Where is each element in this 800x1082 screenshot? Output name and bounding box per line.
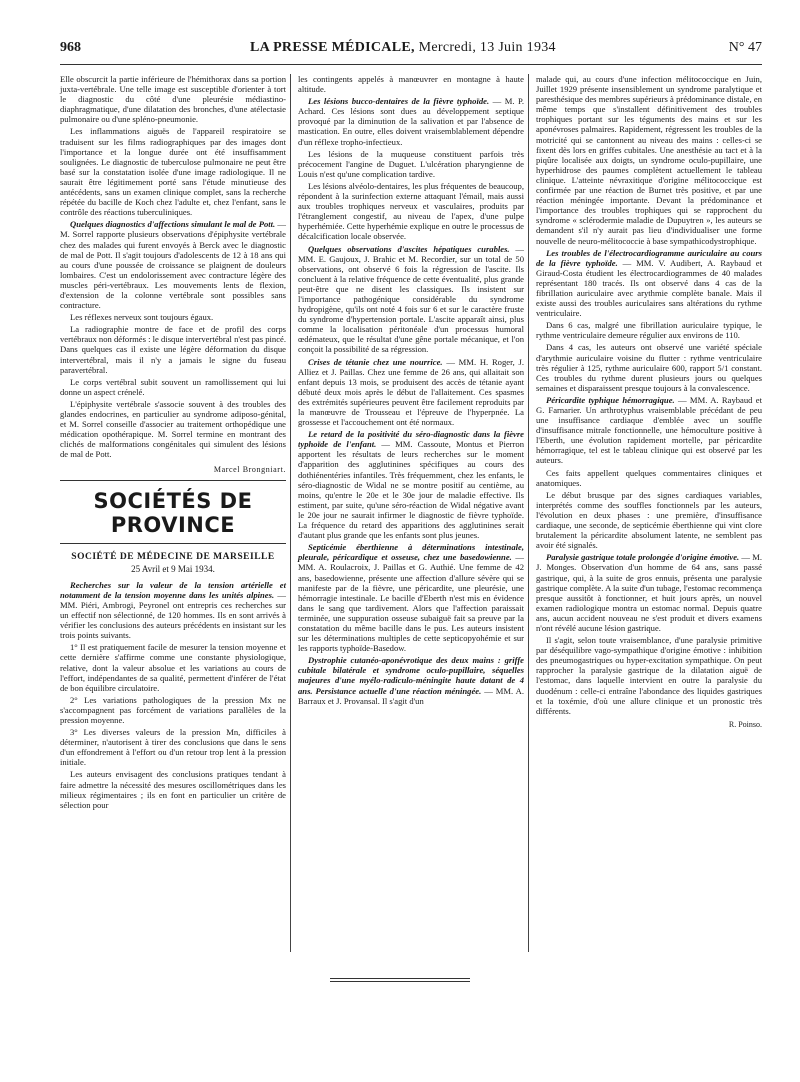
paragraph-text: — MM. A. Barraux et J. Provansal. Il s'agit d'un bbox=[298, 685, 524, 706]
page-header bbox=[60, 40, 762, 64]
paragraph bbox=[298, 357, 524, 428]
section-heading: Le retard de la positivité du séro-diagnostic dans la fièvre typhoïde de l'enfant. bbox=[298, 429, 524, 450]
paragraph-text: — M. P. Achard. Ces lésions sont dues au développement septique provoqué par la diminution de la salivation et par l'absence de mastication. En outre, elles doivent vraisemblablement dépendre d'un réflexe tropho-infectieux. bbox=[298, 96, 524, 147]
paragraph: Dans 4 cas, les auteurs ont observé une variété spéciale d'arythmie auriculaire voisine du flutter : rythme ventriculaire très régulier à 125, rythme auriculaire 600, rapport 5/1 constant. Ces troubles du rythme durent plusieurs jours ou quelques semaines et disparaissent presque toujours à la convalescence. bbox=[536, 342, 762, 393]
paragraph bbox=[60, 580, 286, 641]
section-heading: Les lésions bucco-dentaires de la fièvre typhoïde. bbox=[308, 96, 490, 107]
paragraph: Ces faits appellent quelques commentaires cliniques et anatomiques. bbox=[536, 467, 762, 488]
society-name: SOCIÉTÉ DE MÉDECINE DE MARSEILLE bbox=[71, 551, 275, 562]
paragraph: Les auteurs envisagent des conclusions pratiques tendant à faire admettre la nécessité des mesures oscillométriques dans les milieux régimentaires ; ils en font en particulier un critère de sélection pour bbox=[60, 769, 286, 810]
paragraph: 1° Il est pratiquement facile de mesurer la tension moyenne et cette dernière s'affirme comme une constante physiologique, relative, dont la valeur absolue et les variations au cours de l'effort, indépendantes de sa qualité, permettent d'inférer de l'état de bon équilibre circulatoire. bbox=[60, 642, 286, 693]
paragraph bbox=[60, 219, 286, 310]
paragraph-text: — MM. E. Gaujoux, J. Brahic et M. Recordier, sur un total de 50 observations, ont observé 6 fois la régression de l'ascite. Ils concluent à la relative fréquence de cette éventualité, plus grande peut-être que ne disent les classiques. Ils insistent sur l'importance pathogénique considérable du syndrome hydropigène, qu'ils ont noté 4 fois sur 6 et sur le caractère fruste du syndrome d'hypertension portale. L'ascite apparaît ainsi, plus comme la localisation péritonéale d'un processus humoral œdémateux, que le résultat d'une gêne portale mécanique, et l'on conçoit la possibilité de sa régression. bbox=[298, 243, 525, 355]
paragraph bbox=[298, 244, 524, 355]
paragraph-text: — MM. A. Raybaud et G. Farnarier. Un arthrotyphus vraisemblable précédant de peu une insuffisance cardiaque d'emblée avec un souffle d'insuffisance mitrale fonctionnelle, une hémoculture positive à l'Eberth, une évolution rapidement mortelle, par péricardite hémorragique, tel est le tableau clinique qui est observé par les auteurs. bbox=[536, 394, 762, 466]
running-title bbox=[250, 40, 556, 56]
paragraph bbox=[536, 395, 762, 466]
footer-rule bbox=[330, 978, 470, 979]
paragraph: L'épiphysite vertébrale s'associe souvent à des troubles des glandes endocrines, en particulier au syndrome adiposo-génital, et M. Sorrel conseille d'associer au traitement orthopédique une médication opothérapique. M. Sorrel termine en montrant des clichés de malformations congénitales qui simulent des lésions de mal de Pott. bbox=[60, 398, 286, 460]
paragraph-text: — MM. Cassoute, Montus et Pierron apportent les résultats de leurs recherches sur le moment d'apparition des agglutinines spécifiques au cours des dothiénentéries infantiles. Très fréquemment, chez les enfants, le séro-diagnostic de Widal ne se montre positif au centième, au moins, qu'entre le 20e et le 30e jour de maladie effective. Ils estiment, par suite, qu'une séro-réaction de Widal négative avant le 20e jour ne saurait infirmer le diagnostic de fièvre typhoïde. La fréquence du retard des apparitions des agglutinines serait d'autant plus grande que les enfants sont plus jeunes. bbox=[298, 439, 524, 541]
section-heading: Quelques diagnostics d'affections simulant le mal de Pott. bbox=[70, 219, 276, 230]
paragraph: 3° Les diverses valeurs de la pression Mn, difficiles à déterminer, n'autorisent à tirer des conclusions que dans le sens d'un effondrement à l'effort ou d'un retour trop lent à la pression initiale. bbox=[60, 727, 286, 768]
signature: Marcel Brongniart. bbox=[213, 465, 286, 475]
section-heading: Paralysie gastrique totale prolongée d'origine émotive. bbox=[546, 552, 740, 563]
paragraph: les contingents appelés à manœuvrer en montagne à haute altitude. bbox=[298, 74, 524, 95]
section-heading: Péricardite typhique hémorragique. bbox=[546, 394, 675, 405]
column-3 bbox=[536, 74, 762, 730]
divider bbox=[60, 543, 286, 544]
paragraph bbox=[536, 248, 762, 319]
paragraph bbox=[298, 542, 524, 653]
section-heading: Septicémie éberthienne à déterminations intestinale, pleurale, péricardique et osseuse, chez une basedowienne. bbox=[298, 542, 524, 563]
paragraph: Les réflexes nerveux sont toujours égaux. bbox=[70, 312, 214, 323]
section-heading: Les troubles de l'électrocardiogramme auriculaire au cours de la fièvre typhoïde. bbox=[536, 247, 762, 268]
paragraph: Le corps vertébral subit souvent un ramollissement qui lui donne un aspect crénelé. bbox=[60, 376, 286, 397]
paragraph: Le début brusque par des signes cardiaques variables, interprétés comme des souffles fonctionnels par les auteurs, l'évolution en deux phases : une première, d'insuffisance cardiaque, une seconde, de septicémie éberthienne qui vint clore brutalement la péricardite absolument latente, ne semblent pas avoir été signalés. bbox=[536, 489, 762, 551]
paragraph-text: — MM. V. Audibert, A. Raybaud et Giraud-Costa étudient les électrocardiogrammes de 40 malades représentant 180 tracés. Ils ont observé dans 4 cas de la fibrillation auriculaire avec arythmie complète banale. Mais il existe aussi des troubles auriculaires sans altérations du rythme ventriculaire. bbox=[536, 257, 762, 319]
paragraph: Dans 6 cas, malgré une fibrillation auriculaire typique, le rythme ventriculaire demeure régulier aux environs de 110. bbox=[536, 320, 762, 341]
paragraph: Les lésions de la muqueuse constituent parfois très précocement l'angine de Duguet. L'ulcération pharyngienne de Louis n'est qu'une complication tardive. bbox=[298, 148, 524, 179]
paragraph bbox=[298, 429, 524, 540]
issue-number: N° 47 bbox=[728, 40, 762, 55]
paragraph bbox=[536, 552, 762, 633]
paragraph-text: — MM. A. Roulacroix, J. Paillas et G. Authié. Une femme de 42 ans, basedowienne, présente une affection d'allure sévère qui se manifeste par de la fièvre, une péricardite, une pleurésie, une hémorragie intestinale. Le bacille d'Eberth n'est mis en évidence dans le sang que tardivement. Alors que l'affection paraissait terminée, une suppuration osseuse subaiguë fait sa preuve par la constatation du même bacille dans le pus. Les auteurs insistent sur les déterminations multiples de cette septicopyohémie et sur les rapports typhoïde-Basedow. bbox=[298, 552, 524, 654]
societes-title: SOCIÉTÉS DE PROVINCE bbox=[93, 488, 253, 537]
journal-name: LA PRESSE MÉDICALE, bbox=[250, 40, 415, 55]
paragraph-text: — M. Sorrel rapporte plusieurs observations d'épiphysite vertébrale chez des malades qui furent envoyés à Berck avec le diagnostic de mal de Pott. Il s'agit toujours d'adolescents de 12 à 18 ans qui au cours d'une poussée de croissance se plaignent de douleurs lombaires. C'est un endolorissement avec contracture légère des muscles péri-vertébraux. Les mouvements lents de flexion, d'extension de la colonne vertébrale sont possibles sans contracture. bbox=[60, 219, 287, 311]
paragraph: Les inflammations aiguës de l'appareil respiratoire se traduisent sur les films radiographiques par des images dont l'importance et la longue durée ont été insuffisamment soulignées. Le diagnostic de tuberculose pulmonaire ne peut être basé sur la constatation isolée d'une image radiologique. Il ne saurait être légitimement porté sans l'étude minutieuse des antécédents, sans un examen clinique complet, sans la recherche répétée du bacille de Koch chez l'adulte et, chez l'enfant, sans le contrôle des réactions tuberculiniques. bbox=[60, 126, 286, 218]
footer-rule bbox=[330, 981, 470, 982]
issue-date: Mercredi, 13 Juin 1934 bbox=[418, 40, 556, 55]
paragraph-text: — MM. Piéri, Ambrogi, Peyronel ont entrepris ces recherches sur un effectif non sélectionné, de 120 hommes. Ils en sont arrivés à vérifier les conclusions des auteurs précédents en insistant sur les trois points suivants. bbox=[60, 589, 286, 641]
paragraph: Les lésions alvéolo-dentaires, les plus fréquentes de beaucoup, répondent à la surinfection externe attaquant l'émail, mais aussi aux troubles trophiques nerveux et vasculaires, produits par l'étranglement congestif, au niveau de l'apex, d'une pulpe hyperhémiée. Cette hyperhémie explique en outre le processus de décalcification locale observée. bbox=[298, 180, 524, 242]
paragraph-text: — M. J. Monges. Observation d'un homme de 64 ans, sans passé gastrique, qui, à la suite de gros ennuis, présenta une paralysie gastrique complète. A la suite d'un tubage, l'estomac recommença presque aussitôt à fonctionner, et huit jours après, un nouvel examen radiologique montra un estomac normal. Depuis quatre ans, aucun accident nouveau ne s'est produit et divers examens n'ont révélé aucune lésion gastrique. bbox=[536, 552, 762, 633]
paragraph bbox=[298, 96, 524, 146]
paragraph: malade qui, au cours d'une infection mélitococcique en Juin, Juillet 1929 présente insensiblement un syndrome paralytique et paresthésique des membres supérieurs à prédominance distale, en même temps que s'installent définitivement des troubles trophiques portant sur les téguments des mains et sur les aponévroses palmaires. Rapidement, régressent les troubles de la motricité qui se cantonnent au niveau des mains : celles-ci se fixent dès lors en griffes cubitales. Une anesthésie au tact et à la piqûre localisée aux doigts, un syndrome oculo-pupillaire, une hyperhidrose des paumes complètent actuellement le tableau clinique. L'atteinte névraxitique d'origine mélitococcique est confirmée par une réaction de Burnet très positive, et par une réaction méningée importante. Devant la prédominance et l'importance des troubles trophiques qui se rapprochent du syndrome « sclérodermie maladie de Dupuytren », les auteurs se demandent s'il n'y aurait pas lieu d'individualiser une forme nouvelle de neuro-mélitococcie à base sympathicodystrophique. bbox=[536, 74, 762, 246]
society-date: 25 Avril et 9 Mai 1934. bbox=[131, 563, 215, 574]
column-divider bbox=[290, 74, 291, 952]
section-heading: Recherches sur la valeur de la tension artérielle et notamment de la tension moyenne dans les unités alpines. bbox=[60, 579, 286, 600]
signature: R. Poinso. bbox=[728, 719, 762, 729]
paragraph bbox=[298, 655, 524, 705]
column-1 bbox=[60, 74, 286, 812]
paragraph-text: — MM. H. Roger, J. Alliez et J. Paillas. Chez une femme de 26 ans, qui allaitait son enfant depuis 13 mois, se produisent des accès de tétanie ayant débuté deux mois après le début de l'allaitement. Ces spasmes des extrémités supérieures peuvent être facilement reproduits par la manœuvre de Trousseau et l'épreuve de l'hyperpnée. La grossesse et l'accouchement ont été normaux. bbox=[298, 356, 524, 428]
paragraph: Elle obscurcit la partie inférieure de l'hémithorax dans sa portion juxta-vertébrale. Une telle image est susceptible d'orienter à tort le diagnostic du côté d'une pleurésie médiastino-diaphragmatique, d'une dilatation des bronches, d'une atélectasie pulmonaire ou d'une spléno-pneumonie. bbox=[60, 74, 286, 125]
column-divider bbox=[528, 74, 529, 952]
paragraph: 2° Les variations pathologiques de la pression Mx ne s'accompagnent pas forcément de variations parallèles de la pression moyenne. bbox=[60, 694, 286, 725]
paragraph: La radiographie montre de face et de profil des corps vertébraux non déformés : le disque intervertébral n'est pas pincé. Dans quelques cas il existe une légère déformation du disque intervertébral, mais il n'y a jamais le signe du fuseau paravertébral. bbox=[60, 324, 286, 375]
column-2 bbox=[298, 74, 524, 708]
section-heading: Quelques observations d'ascites hépatiques curables. bbox=[308, 243, 510, 254]
section-heading: Crises de tétanie chez une nourrice. bbox=[308, 356, 443, 367]
page-number: 968 bbox=[60, 40, 81, 55]
divider bbox=[60, 480, 286, 481]
header-rule bbox=[60, 64, 762, 65]
paragraph: Il s'agit, selon toute vraisemblance, d'une paralysie primitive par déséquilibre vago-sympathique d'origine émotive : inhibition des pneumogastriques ou hyper-excitation sympathique. On peut rapprocher la paralysie gastrique de la dilatation aiguë de l'estomac, dans laquelle intervient en outre la paralysie du duodénum : celle-ci entraîne l'abondance des liquides gastriques et la toxémie, d'où une allure clinique et un pronostic très différents. bbox=[536, 635, 762, 716]
section-heading: Dystrophie cutanéo-aponévrotique des deux mains : griffe cubitale bilatérale et syndrome oculo-pupillaire, séquelles majeures d'une myélo-radiculo-méningite haute datant de 4 ans. Persistance actuelle d'une réaction méningée. bbox=[298, 655, 524, 696]
